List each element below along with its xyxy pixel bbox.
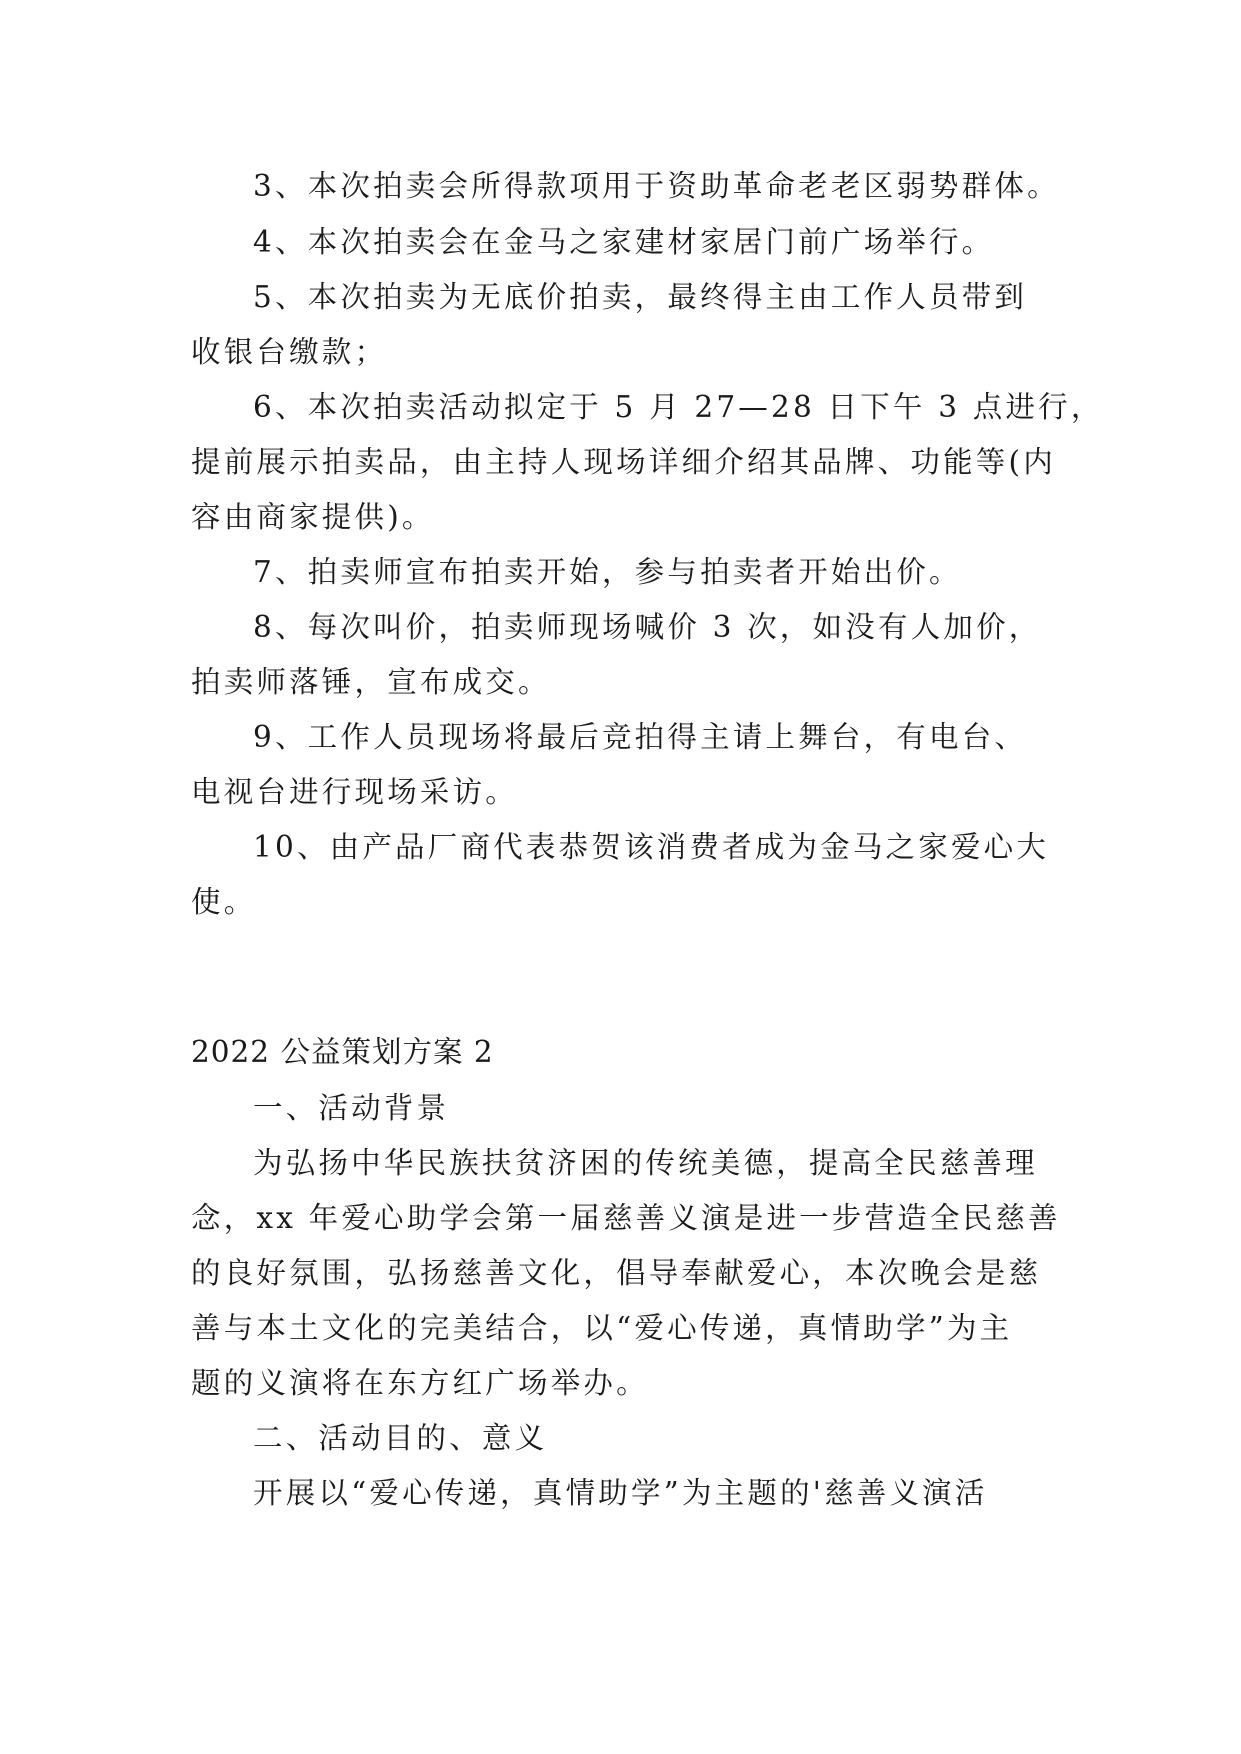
- paragraph-item-5: 5、本次拍卖为无底价拍卖，最终得主由工作人员带到: [253, 280, 1028, 314]
- paragraph-item-4: 4、本次拍卖会在金马之家建材家居门前广场举行。: [253, 225, 995, 259]
- paragraph-background-cont: 善与本土文化的完美结合，以“爱心传递，真情助学”为主: [191, 1311, 1013, 1345]
- paragraph-item-8-cont: 拍卖师落锤，宣布成交。: [191, 665, 551, 699]
- paragraph-purpose: 开展以“爱心传递，真情助学”为主题的'慈善义演活: [253, 1476, 988, 1510]
- paragraph-item-6-cont: 提前展示拍卖品，由主持人现场详细介绍其品牌、功能等(内: [191, 445, 1056, 479]
- section-title: 2022 公益策划方案 2: [191, 1035, 494, 1069]
- paragraph-item-6-cont: 容由商家提供)。: [191, 500, 435, 534]
- paragraph-item-10: 10、由产品厂商代表恭贺该消费者成为金马之家爱心大: [253, 830, 1050, 864]
- paragraph-item-8: 8、每次叫价，拍卖师现场喊价 3 次，如没有人加价，: [253, 610, 1042, 644]
- paragraph-item-10-cont: 使。: [191, 885, 257, 919]
- paragraph-background-cont: 的良好氛围，弘扬慈善文化，倡导奉献爱心，本次晚会是慈: [191, 1256, 1042, 1290]
- paragraph-item-6: 6、本次拍卖活动拟定于 5 月 27—28 日下午 3 点进行，: [253, 390, 1104, 424]
- paragraph-item-9: 9、工作人员现场将最后竞拍得主请上舞台，有电台、: [253, 720, 1028, 754]
- paragraph-background-cont: 题的义演将在东方红广场举办。: [191, 1366, 649, 1400]
- paragraph-item-9-cont: 电视台进行现场采访。: [191, 775, 519, 809]
- section-heading-purpose: 二、活动目的、意义: [253, 1421, 548, 1455]
- section-heading-background: 一、活动背景: [253, 1091, 450, 1125]
- paragraph-background: 为弘扬中华民族扶贫济困的传统美德，提高全民慈善理: [253, 1146, 1038, 1180]
- paragraph-item-3: 3、本次拍卖会所得款项用于资助革命老老区弱势群体。: [253, 169, 1060, 203]
- paragraph-item-7: 7、拍卖师宣布拍卖开始，参与拍卖者开始出价。: [253, 555, 962, 589]
- paragraph-background-cont: 念，xx 年爱心助学会第一届慈善义演是进一步营造全民慈善: [191, 1201, 1061, 1235]
- paragraph-item-5-cont: 收银台缴款；: [191, 335, 388, 369]
